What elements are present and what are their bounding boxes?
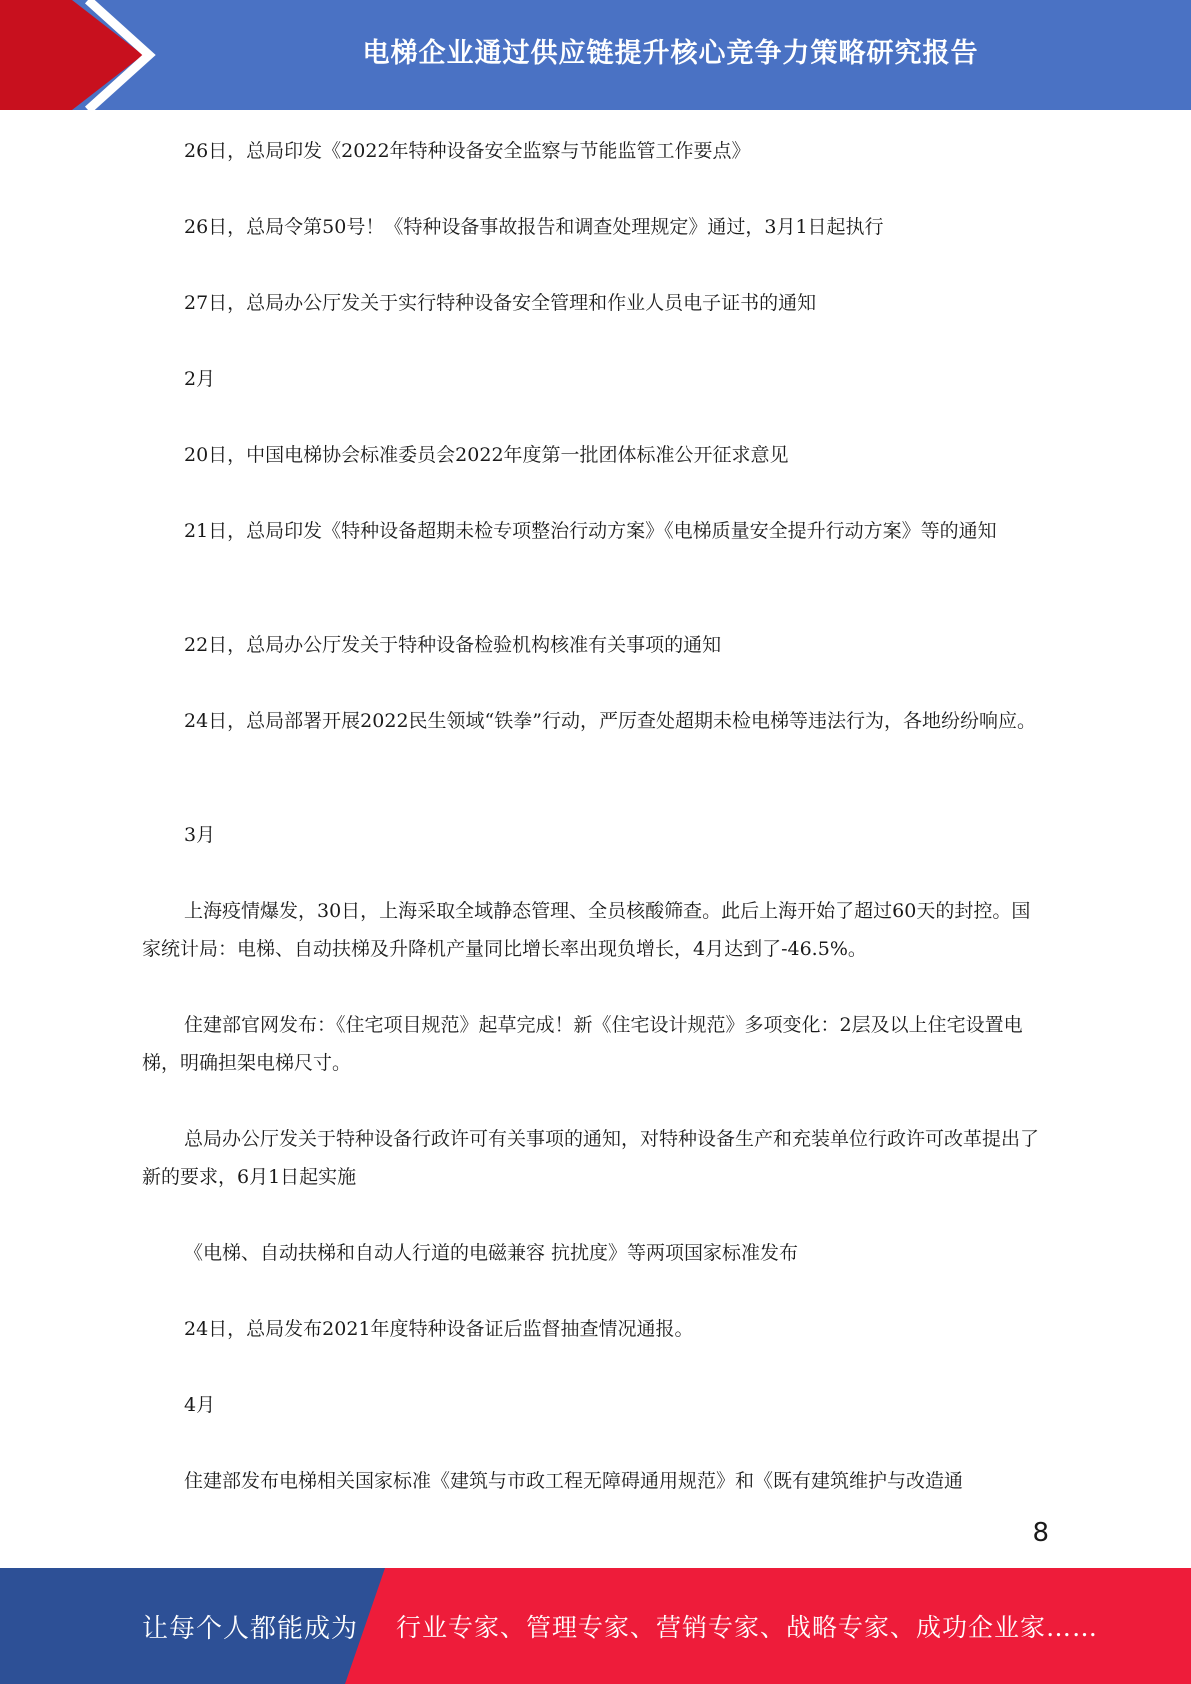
month-heading: 3月 bbox=[184, 824, 216, 846]
month-heading: 2月 bbox=[184, 368, 216, 390]
paragraph: 22日，总局办公厅发关于特种设备检验机构核准有关事项的通知 bbox=[184, 634, 722, 656]
paragraph: 住建部官网发布：《住宅项目规范》起草完成！新《住宅设计规范》多项变化：2层及以上住宅设置电梯，明确担架电梯尺寸。 bbox=[142, 1014, 1023, 1074]
paragraph: 21日，总局印发《特种设备超期未检专项整治行动方案》《电梯质量安全提升行动方案》等的通知 bbox=[184, 520, 997, 542]
paragraph: 住建部发布电梯相关国家标准《建筑与市政工程无障碍通用规范》和《既有建筑维护与改造通 bbox=[184, 1470, 964, 1492]
month-heading: 4月 bbox=[184, 1394, 216, 1416]
paragraph: 24日，总局发布2021年度特种设备证后监督抽查情况通报。 bbox=[184, 1318, 694, 1340]
page-number: 8 bbox=[1032, 1518, 1049, 1548]
paragraph: 《电梯、自动扶梯和自动人行道的电磁兼容 抗扰度》等两项国家标准发布 bbox=[184, 1242, 799, 1264]
paragraph: 上海疫情爆发，30日，上海采取全域静态管理、全员核酸筛查。此后上海开始了超过60天的封控。国家统计局：电梯、自动扶梯及升降机产量同比增长率出现负增长，4月达到了-46.5%。 bbox=[142, 900, 1031, 960]
footer-slogan-right: 行业专家、管理专家、营销专家、战略专家、成功企业家…… bbox=[396, 1613, 1099, 1642]
header-chevron-decoration bbox=[0, 0, 160, 110]
paragraph: 24日，总局部署开展2022民生领域“铁拳”行动，严厉查处超期未检电梯等违法行为，各地纷纷响应。 bbox=[184, 710, 1036, 732]
paragraph: 20日，中国电梯协会标准委员会2022年度第一批团体标准公开征求意见 bbox=[184, 444, 789, 466]
paragraph: 总局办公厅发关于特种设备行政许可有关事项的通知，对特种设备生产和充装单位行政许可改革提出了新的要求，6月1日起实施 bbox=[142, 1128, 1040, 1188]
footer-slogan-left: 让每个人都能成为 bbox=[142, 1613, 359, 1644]
header-bar bbox=[0, 0, 1191, 110]
document-title: 电梯企业通过供应链提升核心竞争力策略研究报告 bbox=[362, 37, 979, 69]
paragraph: 27日，总局办公厅发关于实行特种设备安全管理和作业人员电子证书的通知 bbox=[184, 292, 817, 314]
paragraph: 26日，总局印发《2022年特种设备安全监察与节能监管工作要点》 bbox=[184, 140, 751, 162]
paragraph: 26日，总局令第50号！《特种设备事故报告和调查处理规定》通过，3月1日起执行 bbox=[184, 216, 884, 238]
footer-banner bbox=[0, 1568, 1191, 1684]
